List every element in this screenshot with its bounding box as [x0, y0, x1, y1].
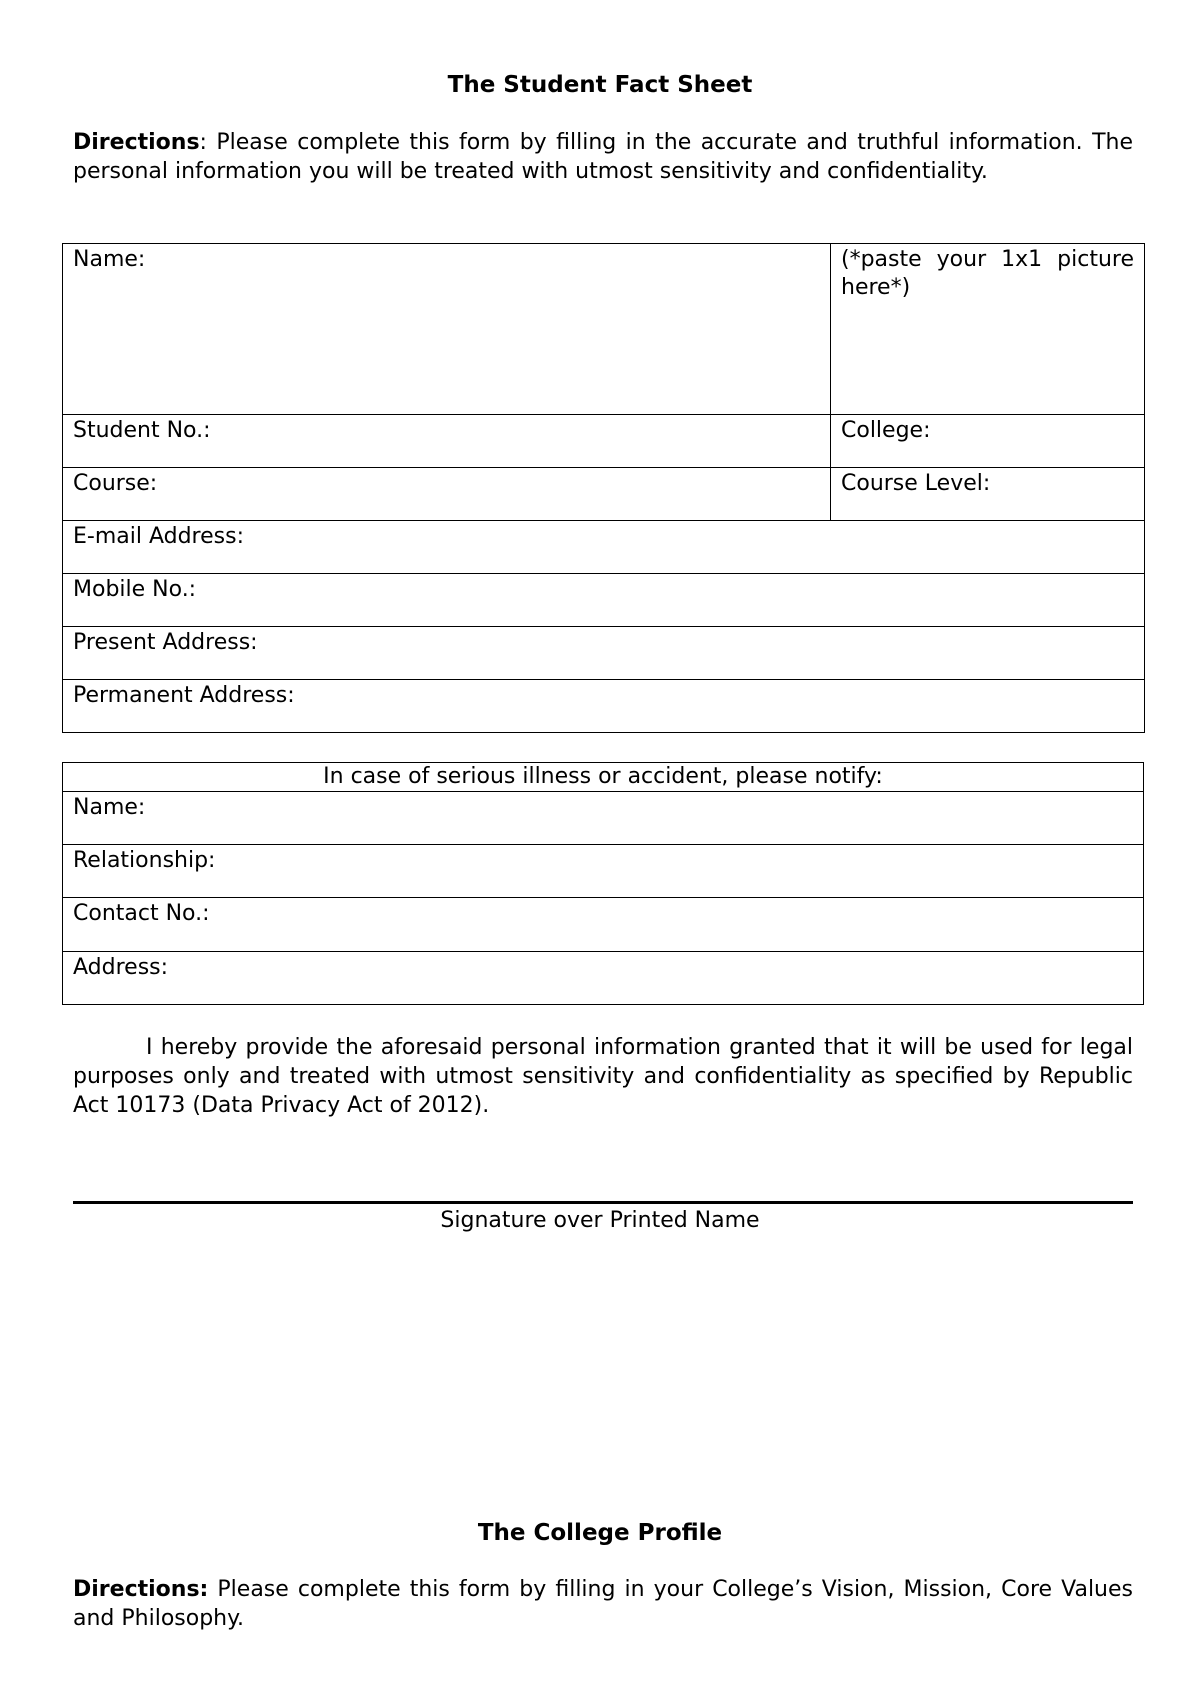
- fact-sheet-title: The Student Fact Sheet: [447, 72, 753, 98]
- student-info-table: [62, 243, 1145, 733]
- emergency-name-field[interactable]: [63, 792, 1144, 845]
- college-profile-title: The College Profile: [477, 1520, 723, 1546]
- course-field[interactable]: [63, 468, 831, 521]
- mobile-field[interactable]: [63, 574, 1145, 627]
- signature-label: Signature over Printed Name: [440, 1208, 760, 1233]
- college-directions-label: Directions:: [73, 1577, 209, 1602]
- course-level-label: Course Level:: [841, 471, 991, 496]
- signature-line[interactable]: [73, 1201, 1133, 1204]
- emergency-address-field[interactable]: [63, 952, 1144, 1005]
- present-address-field[interactable]: [63, 627, 1145, 680]
- permanent-address-label: Permanent Address:: [73, 683, 295, 708]
- mobile-label: Mobile No.:: [73, 577, 197, 602]
- relationship-label: Relationship:: [73, 848, 216, 873]
- emergency-name-label: Name:: [73, 795, 146, 820]
- contact-no-label: Contact No.:: [73, 901, 210, 926]
- photo-box[interactable]: [831, 244, 1145, 415]
- fact-sheet-directions: [73, 128, 1133, 186]
- course-level-field[interactable]: [831, 468, 1145, 521]
- contact-no-field[interactable]: [63, 898, 1144, 952]
- directions-text: : Please complete this form by filling in the accurate and truthful information. The personal information you will be treated with utmost sensitivity and confidentiality.: [73, 130, 1133, 184]
- present-address-label: Present Address:: [73, 630, 258, 655]
- college-label: College:: [841, 418, 931, 443]
- consent-statement: I hereby provide the aforesaid personal information granted that it will be used for legal purposes only and treated with utmost sensitivity and confidentiality as specified by Republic Act 10173 (Data Privacy Act of 2012).: [73, 1035, 1133, 1118]
- student-no-field[interactable]: [63, 415, 831, 468]
- name-field[interactable]: [63, 244, 831, 415]
- course-label: Course:: [73, 471, 158, 496]
- relationship-field[interactable]: [63, 845, 1144, 898]
- email-label: E-mail Address:: [73, 524, 244, 549]
- name-label: Name:: [73, 247, 146, 272]
- college-profile-directions: [73, 1575, 1133, 1633]
- photo-note: (*paste your 1x1 picture here*): [841, 247, 1134, 300]
- emergency-header: In case of serious illness or accident, please notify:: [63, 763, 1144, 792]
- student-no-label: Student No.:: [73, 418, 211, 443]
- emergency-address-label: Address:: [73, 955, 169, 980]
- college-field[interactable]: [831, 415, 1145, 468]
- directions-label: Directions: [73, 130, 200, 155]
- emergency-contact-table: [62, 762, 1144, 1005]
- college-directions-text: Please complete this form by filling in your College’s Vision, Mission, Core Values and Philosophy.: [73, 1577, 1133, 1631]
- permanent-address-field[interactable]: [63, 680, 1145, 733]
- email-field[interactable]: [63, 521, 1145, 574]
